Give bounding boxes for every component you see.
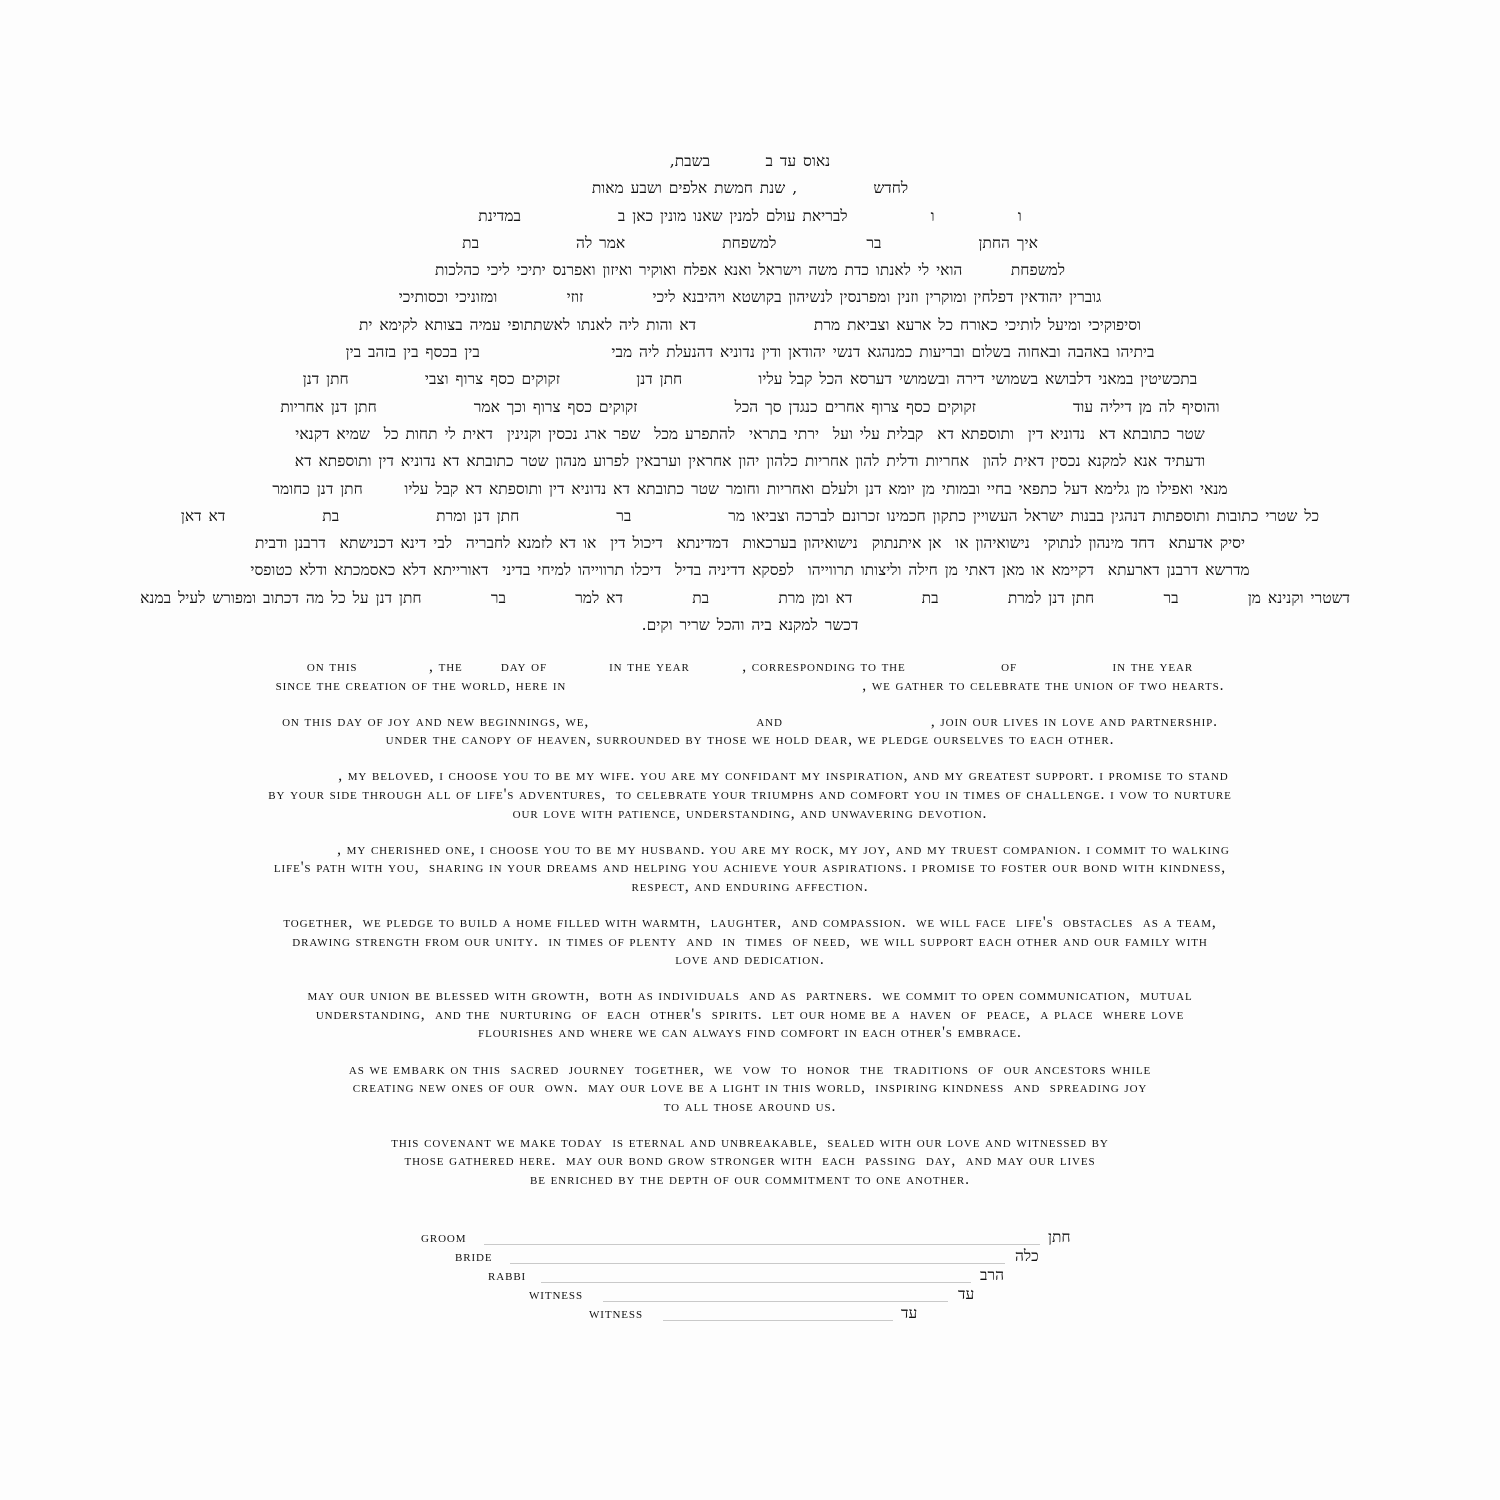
english-paragraph-groom-vow (140, 767, 1360, 823)
english-line: flourishes and where we can always find comfort in each other's embrace. (478, 1024, 1022, 1042)
english-line: understanding, and the nurturing of each other's spirits. let our home be a haven of peace, a place where love (315, 1005, 1185, 1023)
english-line: on this day of joy and new beginnings, we, and , join our lives in love and partnership. (282, 712, 1218, 730)
hebrew-line: דשטרי וקנינא מן בר חתן דנן למרת בת דא ומן מרת בת דא למר בר חתן דנן על כל מה דכתוב ומפורש לעיל במנא (140, 588, 1350, 607)
english-line: may our union be blessed with growth, both as individuals and as partners. we commit to open communication, mutual (307, 987, 1193, 1005)
english-line: to all those around us. (663, 1097, 837, 1115)
hebrew-line: לחדש , שנת חמשת אלפים ושבע מאות (591, 179, 909, 198)
hebrew-line: ודעתיד אנא למקנא נכסין דאית להון אחריות ודלית להון אחריות כלהון יהון אחראין וערבאין לפרוע מנהון שטר כתובתא דא נדוניא דין ותוספתא דא (294, 452, 1206, 471)
english-paragraph-traditions (140, 1061, 1360, 1117)
english-paragraph-opening (140, 658, 1360, 695)
english-text (140, 658, 1360, 1207)
witness-2-signature-line[interactable] (663, 1320, 893, 1321)
english-line: by your side through all of life's adventures, to celebrate your triumphs and comfort you in times of challenge. i vow to nurture (268, 785, 1232, 803)
hebrew-line: כל שטרי כתובות ותוספתות דנהגין בבנות ישראל העשויין כתקון חכמינו זכרונם לברכה וצביאו מר בר חתן דנן ומרת בת דא דאן (180, 506, 1320, 525)
english-line: love and dedication. (675, 951, 825, 969)
hebrew-line: וסיפוקיכי ומיעל לותיכי כאורח כל ארעא וצביאת מרת דא והות ליה לאנתו לאשתתופי עמיה בצותא לקימא ית (358, 315, 1142, 334)
rabbi-label: rabbi (488, 1268, 527, 1284)
groom-label-hebrew: חתן (1048, 1228, 1071, 1246)
hebrew-line: שטר כתובתא דא נדוניא דין ותוספתא דא קבלית עלי ועל ירתי בתראי להתפרע מכל שפר ארג נכסין וקנינין דאית לי תחות כל שמיא דקנאי (295, 424, 1205, 443)
rabbi-signature-line[interactable] (541, 1282, 971, 1283)
english-line: this covenant we make today is eternal and unbreakable, sealed with our love and witnessed by (391, 1133, 1109, 1151)
english-line: together, we pledge to build a home filled with warmth, laughter, and compassion. we will face life's obstacles as a team, (283, 913, 1217, 931)
bride-label: bride (455, 1249, 493, 1265)
bride-label-hebrew: כלה (1015, 1247, 1039, 1265)
english-line: life's path with you, sharing in your dreams and helping you achieve your aspirations. i promise to foster our bond with kindness, (273, 859, 1227, 877)
hebrew-line: למשפחת הואי לי לאנתו כדת משה וישראל ואנא אפלח ואוקיר ואיזון ואפרנס יתיכי ליכי כהלכות (434, 261, 1065, 280)
english-line: creating new ones of our own. may our love be a light in this world, inspiring kindness and spreading joy (352, 1079, 1148, 1097)
hebrew-line: והוסיף לה מן דיליה עוד זקוקים כסף צרוף אחרים כנגדן סך הכל זקוקים כסף צרוף וכך אמר חתן דנן אחריות (280, 397, 1220, 416)
witness-1-signature-row (0, 1287, 1500, 1306)
hebrew-line: מנאי ואפילו מן גלימא דעל כתפאי בחיי ובמותי מן יומא דנן ולעלם ואחריות וחומר שטר כתובתא דא נדוניא דין ותוספתא דא קבל עליו חתן דנן כחומר (272, 479, 1228, 498)
english-line: since the creation of the world, here in , we gather to celebrate the union of two hearts. (275, 676, 1225, 694)
english-line: those gathered here. may our bond grow stronger with each passing day, and may our lives (404, 1152, 1096, 1170)
english-paragraph-home (140, 914, 1360, 970)
english-line: , my cherished one, i choose you to be my husband. you are my rock, my joy, and my truest companion. i commit to walking (270, 840, 1230, 858)
english-line: our love with patience, understanding, and unwavering devotion. (512, 804, 988, 822)
english-paragraph-covenant (140, 1134, 1360, 1190)
hebrew-aramaic-text (140, 148, 1350, 639)
hebrew-line: יסיק אדעתא דחד מינהון לנתוקי נישואיהון או אן איתנתוק נישואיהון בערכאות דמדינתא דיכול דין או דא לזמנא לחבריה לבי דינא דכנישתא דרבנן ודבית (254, 534, 1246, 553)
english-line: respect, and enduring affection. (631, 877, 869, 895)
english-line: as we embark on this sacred journey together, we vow to honor the traditions of our ancestors while (348, 1060, 1152, 1078)
groom-signature-row (0, 1230, 1500, 1249)
english-line: under the canopy of heaven, surrounded by those we hold dear, we pledge ourselves to each other. (385, 731, 1115, 749)
hebrew-line: בתכשיטין במאני דלבושא בשמושי דירה ובשמושי דערסא הכל קבל עליו חתן דנן זקוקים כסף צרוף וצבי חתן דנן (302, 370, 1198, 389)
english-paragraph-growth (140, 987, 1360, 1043)
hebrew-line: דכשר למקנא ביה והכל שריר וקים. (641, 616, 859, 635)
english-paragraph-joining (140, 713, 1360, 750)
hebrew-line: מדרשא דרבנן דארעתא דקיימא או מאן דאתי מן חילה וליצותו תרווייהו לפסקא דדיניה בדיל דיכלו תרווייהו למיחי בדיני דאורייתא דלא כאסמכתא ודלא כטופסי (250, 561, 1250, 580)
hebrew-line: גוברין יהודאין דפלחין ומוקרין וזנין ומפרנסין לנשיהון בקושטא ויהיבנא ליכי זוזי ומזוניכי וכסותיכי (398, 288, 1102, 307)
groom-signature-line[interactable] (484, 1244, 1040, 1245)
hebrew-line: ו ו לבריאת עולם למנין שאנו מונין כאן ב במדינת (478, 206, 1022, 225)
groom-label: groom (421, 1230, 467, 1246)
english-line: , my beloved, i choose you to be my wife. you are my confidant my inspiration, and my greatest support. i promise to stand (271, 767, 1229, 785)
rabbi-signature-row (0, 1268, 1500, 1287)
english-line: drawing strength from our unity. in times of plenty and in times of need, we will support each other and our family with (292, 932, 1208, 950)
english-line: on this , the day of in the year , corresponding to the of in the year (306, 658, 1194, 675)
hebrew-line: נאוס עד ב בשבת, (669, 152, 831, 170)
witness-2-signature-row (0, 1306, 1500, 1325)
witness-2-label-hebrew: עד (901, 1304, 918, 1322)
witness-2-label: witness (589, 1306, 643, 1322)
witness-1-signature-line[interactable] (603, 1301, 948, 1302)
witness-1-label-hebrew: עד (958, 1285, 975, 1303)
bride-signature-line[interactable] (510, 1263, 1005, 1264)
signature-block (0, 1230, 1500, 1330)
witness-1-label: witness (529, 1287, 583, 1303)
hebrew-line: ביתיהו באהבה ובאחוה בשלום ובריעות כמנהגא דנשי יהודאן ודין נדוניא דהנעלת ליה מבי בין בכסף בין בזהב בין (345, 343, 1155, 362)
hebrew-line: איך החתן בר למשפחת אמר לה בת (462, 233, 1038, 252)
rabbi-label-hebrew: הרב (980, 1266, 1004, 1284)
english-paragraph-bride-vow (140, 841, 1360, 897)
bride-signature-row (0, 1249, 1500, 1268)
english-line: be enriched by the depth of our commitment to one another. (530, 1170, 970, 1188)
